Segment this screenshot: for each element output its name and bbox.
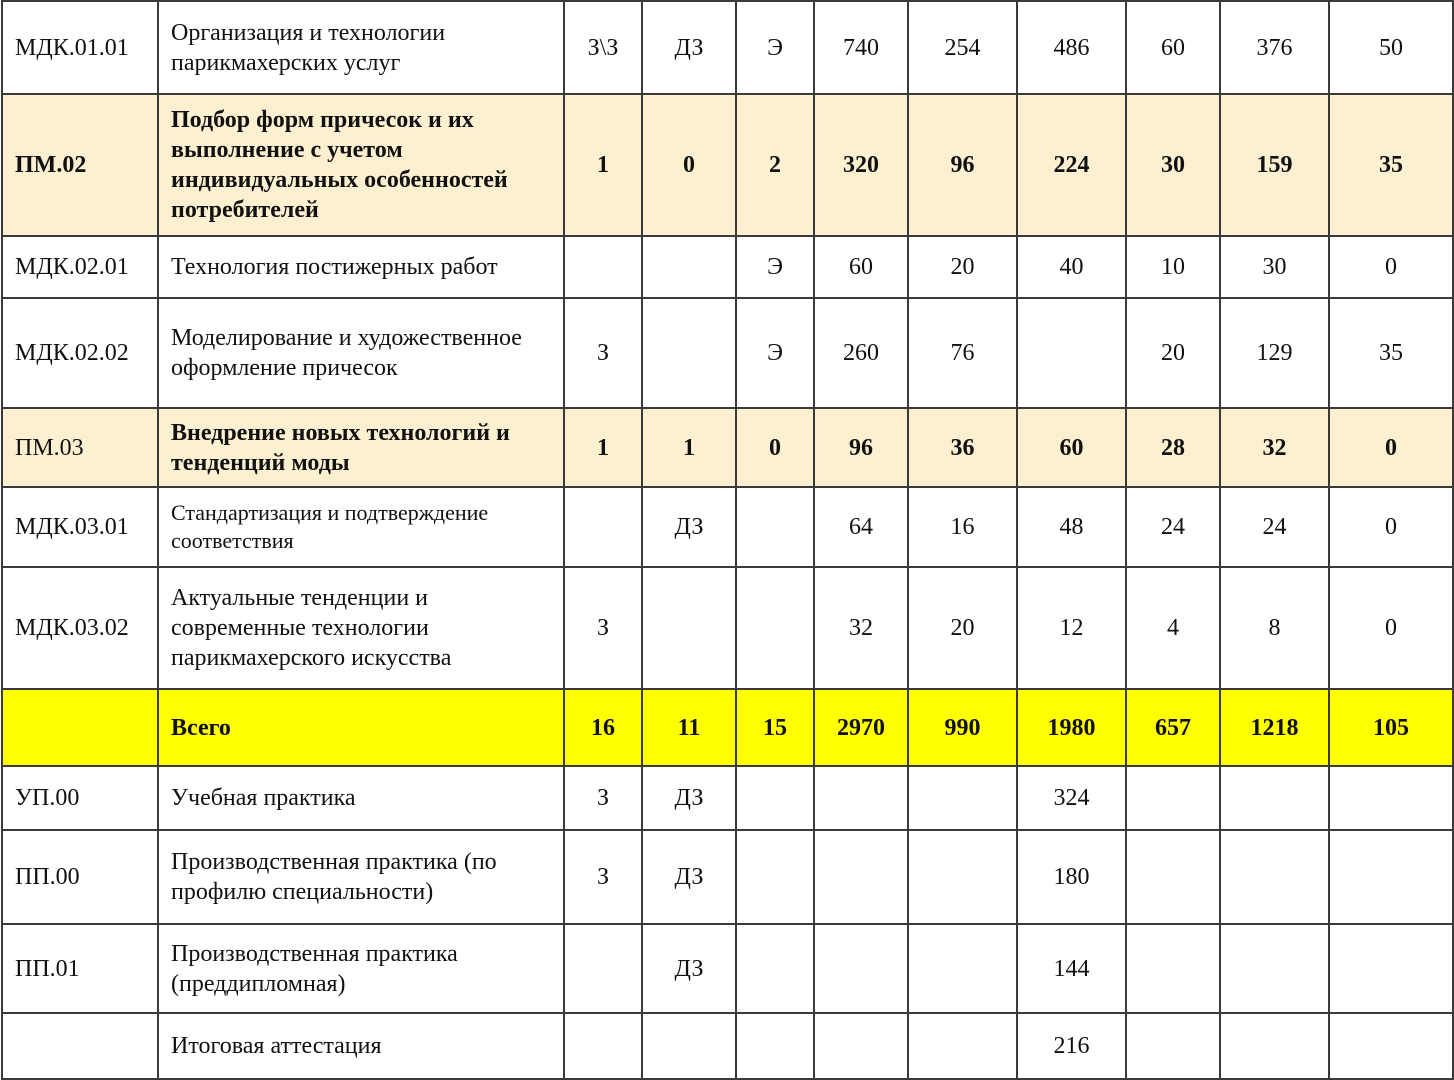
cell-c1 — [564, 487, 642, 567]
cell-c6: 486 — [1017, 1, 1126, 94]
cell-c6: 48 — [1017, 487, 1126, 567]
cell-c9: 35 — [1329, 94, 1453, 236]
cell-c5: 254 — [908, 1, 1017, 94]
cell-c1: З\З — [564, 1, 642, 94]
cell-c2: 11 — [642, 689, 736, 766]
cell-c5: 16 — [908, 487, 1017, 567]
cell-c5 — [908, 924, 1017, 1013]
cell-c3 — [736, 1013, 814, 1079]
cell-c5: 20 — [908, 236, 1017, 298]
cell-c2 — [642, 298, 736, 408]
cell-c3: Э — [736, 298, 814, 408]
cell-c3: 0 — [736, 408, 814, 487]
cell-c4: 740 — [814, 1, 908, 94]
row-name: Стандартизация и подтверждение соответствия — [158, 487, 564, 567]
cell-c9: 0 — [1329, 408, 1453, 487]
cell-c2: ДЗ — [642, 830, 736, 924]
cell-c3 — [736, 766, 814, 830]
cell-c5 — [908, 766, 1017, 830]
cell-c6: 60 — [1017, 408, 1126, 487]
cell-c2: ДЗ — [642, 766, 736, 830]
row-code: МДК.02.02 — [2, 298, 158, 408]
cell-c6: 40 — [1017, 236, 1126, 298]
row-name: Подбор форм причесок и их выполнение с учетом индивидуальных особенностей потребителей — [158, 94, 564, 236]
cell-c4 — [814, 1013, 908, 1079]
cell-c8: 1218 — [1220, 689, 1329, 766]
cell-c8: 129 — [1220, 298, 1329, 408]
cell-c8: 159 — [1220, 94, 1329, 236]
cell-c8: 30 — [1220, 236, 1329, 298]
cell-c1 — [564, 924, 642, 1013]
cell-c4: 260 — [814, 298, 908, 408]
cell-c6: 12 — [1017, 567, 1126, 689]
row-code: ПМ.02 — [2, 94, 158, 236]
cell-c7: 10 — [1126, 236, 1220, 298]
cell-c7 — [1126, 766, 1220, 830]
cell-c1: З — [564, 567, 642, 689]
cell-c7: 20 — [1126, 298, 1220, 408]
row-name: Производственная практика (по профилю специальности) — [158, 830, 564, 924]
cell-c4: 320 — [814, 94, 908, 236]
cell-c7: 30 — [1126, 94, 1220, 236]
cell-c5: 96 — [908, 94, 1017, 236]
row-name: Итоговая аттестация — [158, 1013, 564, 1079]
row-name: Учебная практика — [158, 766, 564, 830]
cell-c3 — [736, 487, 814, 567]
cell-c6 — [1017, 298, 1126, 408]
cell-c2: ДЗ — [642, 487, 736, 567]
row-name: Внедрение новых технологий и тенденций моды — [158, 408, 564, 487]
table-row — [2, 1, 1453, 94]
row-name: Организация и технологии парикмахерских услуг — [158, 1, 564, 94]
cell-c3: Э — [736, 1, 814, 94]
row-code: МДК.01.01 — [2, 1, 158, 94]
cell-c2 — [642, 1013, 736, 1079]
row-code: МДК.03.01 — [2, 487, 158, 567]
cell-c2: ДЗ — [642, 1, 736, 94]
cell-c9 — [1329, 1013, 1453, 1079]
cell-c1: 1 — [564, 94, 642, 236]
row-code: ПП.01 — [2, 924, 158, 1013]
cell-c4 — [814, 924, 908, 1013]
table-row — [2, 487, 1453, 567]
cell-c1: З — [564, 766, 642, 830]
cell-c8 — [1220, 766, 1329, 830]
cell-c9: 35 — [1329, 298, 1453, 408]
curriculum-table — [1, 0, 1454, 1080]
cell-c7 — [1126, 1013, 1220, 1079]
cell-c9: 50 — [1329, 1, 1453, 94]
cell-c5: 990 — [908, 689, 1017, 766]
cell-c1 — [564, 1013, 642, 1079]
cell-c5: 36 — [908, 408, 1017, 487]
cell-c4: 32 — [814, 567, 908, 689]
row-code: УП.00 — [2, 766, 158, 830]
cell-c5: 20 — [908, 567, 1017, 689]
cell-c1: 16 — [564, 689, 642, 766]
cell-c4 — [814, 766, 908, 830]
table-row — [2, 298, 1453, 408]
total-row — [2, 689, 1453, 766]
cell-c4: 64 — [814, 487, 908, 567]
cell-c3: Э — [736, 236, 814, 298]
table-row — [2, 1013, 1453, 1079]
row-name: Актуальные тенденции и современные технологии парикмахерского искусства — [158, 567, 564, 689]
row-code — [2, 689, 158, 766]
cell-c6: 224 — [1017, 94, 1126, 236]
cell-c2: 1 — [642, 408, 736, 487]
cell-c2 — [642, 567, 736, 689]
cell-c4 — [814, 830, 908, 924]
row-code: МДК.02.01 — [2, 236, 158, 298]
cell-c9: 0 — [1329, 567, 1453, 689]
row-code: ПП.00 — [2, 830, 158, 924]
cell-c9 — [1329, 830, 1453, 924]
cell-c9: 105 — [1329, 689, 1453, 766]
cell-c3: 2 — [736, 94, 814, 236]
cell-c4: 96 — [814, 408, 908, 487]
cell-c6: 144 — [1017, 924, 1126, 1013]
cell-c8: 32 — [1220, 408, 1329, 487]
cell-c9: 0 — [1329, 487, 1453, 567]
cell-c3 — [736, 830, 814, 924]
cell-c8: 8 — [1220, 567, 1329, 689]
cell-c7: 657 — [1126, 689, 1220, 766]
row-name: Технология постижерных работ — [158, 236, 564, 298]
cell-c5: 76 — [908, 298, 1017, 408]
row-name: Всего — [158, 689, 564, 766]
cell-c9: 0 — [1329, 236, 1453, 298]
cell-c2: ДЗ — [642, 924, 736, 1013]
cell-c1: 1 — [564, 408, 642, 487]
cell-c2: 0 — [642, 94, 736, 236]
cell-c5 — [908, 1013, 1017, 1079]
cell-c9 — [1329, 766, 1453, 830]
table-row — [2, 94, 1453, 236]
cell-c8 — [1220, 924, 1329, 1013]
cell-c8: 376 — [1220, 1, 1329, 94]
cell-c1: З — [564, 298, 642, 408]
cell-c3 — [736, 567, 814, 689]
cell-c7 — [1126, 924, 1220, 1013]
cell-c6: 324 — [1017, 766, 1126, 830]
cell-c4: 60 — [814, 236, 908, 298]
cell-c7: 24 — [1126, 487, 1220, 567]
cell-c9 — [1329, 924, 1453, 1013]
cell-c1: З — [564, 830, 642, 924]
cell-c6: 216 — [1017, 1013, 1126, 1079]
cell-c7 — [1126, 830, 1220, 924]
cell-c7: 4 — [1126, 567, 1220, 689]
cell-c1 — [564, 236, 642, 298]
table-row — [2, 567, 1453, 689]
row-code: МДК.03.02 — [2, 567, 158, 689]
table-row — [2, 236, 1453, 298]
cell-c6: 180 — [1017, 830, 1126, 924]
cell-c8 — [1220, 830, 1329, 924]
cell-c7: 28 — [1126, 408, 1220, 487]
row-code — [2, 1013, 158, 1079]
cell-c4: 2970 — [814, 689, 908, 766]
table-row — [2, 830, 1453, 924]
table-row — [2, 766, 1453, 830]
cell-c8 — [1220, 1013, 1329, 1079]
cell-c8: 24 — [1220, 487, 1329, 567]
row-name: Моделирование и художественное оформление причесок — [158, 298, 564, 408]
cell-c3 — [736, 924, 814, 1013]
cell-c7: 60 — [1126, 1, 1220, 94]
cell-c2 — [642, 236, 736, 298]
cell-c3: 15 — [736, 689, 814, 766]
cell-c5 — [908, 830, 1017, 924]
row-name: Производственная практика (преддипломная) — [158, 924, 564, 1013]
table-row — [2, 924, 1453, 1013]
cell-c6: 1980 — [1017, 689, 1126, 766]
table-row — [2, 408, 1453, 487]
row-code: ПМ.03 — [2, 408, 158, 487]
